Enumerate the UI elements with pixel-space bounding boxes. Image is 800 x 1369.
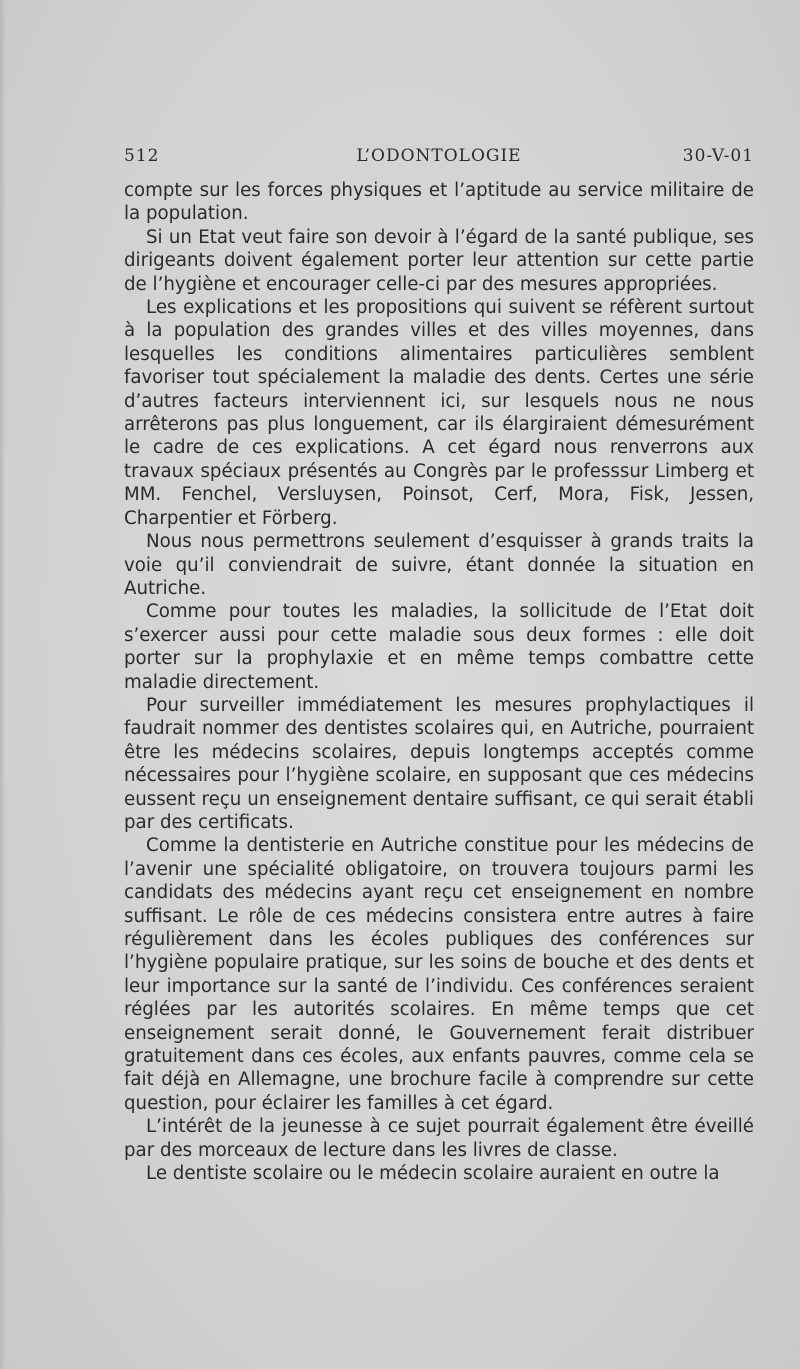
paragraph: Si un Etat veut faire son devoir à l’égard de la santé publique, ses dirigeants doivent également porter leur attention sur cette partie de l’hygiène et encourager celle-ci par des mesures appropriées. xyxy=(124,226,754,295)
paragraph: Les explications et les propositions qui suivent se réfèrent surtout à la population des grandes villes et des villes moyennes, dans lesquelles les conditions alimentaires particulières semblent favoriser tout spécialement la maladie des dents. Certes une série d’autres facteurs interviennent ici, sur lesquels nous ne nous arrêterons pas plus longuement, car ils élargiraient démesurément le cadre de ces explications. A cet égard nous renverrons aux travaux spéciaux présentés au Congrès par le professsur Limberg et MM. Fenchel, Versluysen, Poinsot, Cerf, Mora, Fisk, Jessen, Charpentier et Förberg. xyxy=(124,297,754,529)
article-body xyxy=(124,179,754,1185)
page-number: 512 xyxy=(124,146,160,166)
paragraph: L’intérêt de la jeunesse à ce sujet pourrait également être éveillé par des morceaux de lecture dans les livres de classe. xyxy=(124,1116,754,1161)
paragraph: Pour surveiller immédiatement les mesures prophylactiques il faudrait nommer des dentistes scolaires qui, en Autriche, pourraient être les médecins scolaires, depuis longtemps acceptés comme nécessaires pour l’hygiène scolaire, en supposant que ces médecins eussent reçu un enseignement dentaire suffisant, ce qui serait établi par des certificats. xyxy=(124,694,754,833)
paragraph: Le dentiste scolaire ou le médecin scolaire auraient en outre la xyxy=(146,1163,720,1185)
paragraph-continuation: compte sur les forces physiques et l’aptitude au service militaire de la population. xyxy=(124,180,754,225)
paragraph: Comme la dentisterie en Autriche constitue pour les médecins de l’avenir une spécialité obligatoire, on trouvera toujours parmi les candidats des médecins ayant reçu cet enseignement en nombre suffisant. Le rôle de ces médecins consistera entre autres à faire régulièrement dans les écoles publiques des conférences sur l’hygiène populaire pratique, sur les soins de bouche et des dents et leur importance sur la santé de l’individu. Ces conférences seraient réglées par les autorités scolaires. En même temps que cet enseignement serait donné, le Gouvernement ferait distribuer gratuitement dans ces écoles, aux enfants pauvres, comme cela se fait déjà en Allemagne, une brochure facile à comprendre sur cette question, pour éclairer les familles à cet égard. xyxy=(124,835,754,1114)
paragraph: Comme pour toutes les maladies, la sollicitude de l’Etat doit s’exercer aussi pour cette maladie sous deux formes : elle doit porter sur la prophylaxie et en même temps combattre cette maladie directement. xyxy=(124,601,754,693)
page-gutter-shadow xyxy=(0,0,6,1369)
running-header xyxy=(124,146,754,170)
running-title: L’ODONTOLOGIE xyxy=(356,146,522,166)
issue-date: 30-V-01 xyxy=(682,146,754,166)
paragraph: Nous nous permettrons seulement d’esquisser à grands traits la voie qu’il conviendrait de suivre, étant donnée la situation en Autriche. xyxy=(124,531,754,599)
